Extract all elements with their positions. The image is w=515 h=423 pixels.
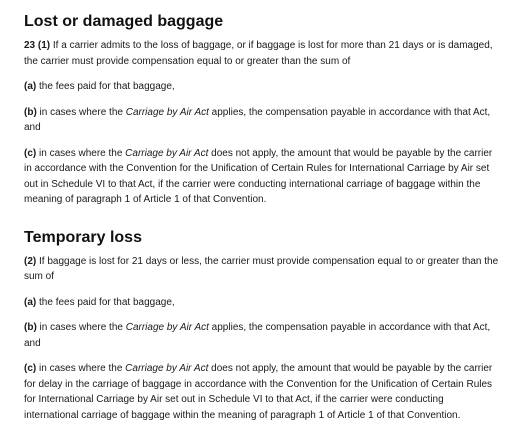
clause-number: (b)	[24, 107, 37, 118]
clause-text: in cases where the	[37, 322, 126, 333]
clause-text: in cases where the	[37, 107, 126, 118]
clause-text: does not apply, the amount that would be payable by the carrier in accordance with the Convention for the Unification of Certain Rules for International Carriage by Air set out in Schedule VI to that Act, if the carrier were conducting international carriage of baggage within the meaning of paragraph 1 of Article 1 of that Convention.	[24, 148, 492, 206]
section-heading: Lost or damaged baggage	[24, 12, 499, 32]
act-name: Carriage by Air Act	[125, 363, 208, 374]
clause-number: (c)	[24, 363, 36, 374]
paragraph-23-1	[24, 38, 499, 69]
paragraph-text: If baggage is lost for 21 days or less, the carrier must provide compensation equal to or greater than the sum of	[24, 256, 498, 283]
section-temporary-loss	[24, 228, 499, 423]
clause-text: applies, the compensation payable in accordance with that Act, and	[24, 322, 490, 349]
paragraph-2	[24, 254, 499, 285]
clause-c	[24, 361, 499, 423]
paragraph-number: 23 (1)	[24, 40, 50, 51]
clause-number: (a)	[24, 297, 36, 308]
clause-b	[24, 320, 499, 351]
clause-number: (a)	[24, 81, 36, 92]
clause-text: in cases where the	[36, 363, 125, 374]
clause-text: in cases where the	[36, 148, 125, 159]
clause-number: (b)	[24, 322, 37, 333]
clause-b	[24, 105, 499, 136]
clause-text: applies, the compensation payable in accordance with that Act, and	[24, 107, 490, 134]
act-name: Carriage by Air Act	[126, 322, 209, 333]
section-heading: Temporary loss	[24, 228, 499, 248]
clause-a	[24, 295, 499, 311]
paragraph-number: (2)	[24, 256, 36, 267]
act-name: Carriage by Air Act	[125, 148, 208, 159]
clause-c	[24, 146, 499, 208]
act-name: Carriage by Air Act	[126, 107, 209, 118]
clause-text: the fees paid for that baggage,	[36, 297, 174, 308]
clause-text: does not apply, the amount that would be payable by the carrier for delay in the carriage of baggage in accordance with the Convention for the Unification of Certain Rules for International Carriage by Air set out in Schedule VI to that Act, if the carrier were conducting international carriage of baggage within the meaning of paragraph 1 of Article 1 of that Convention.	[24, 363, 492, 421]
clause-number: (c)	[24, 148, 36, 159]
clause-text: the fees paid for that baggage,	[36, 81, 174, 92]
paragraph-text: If a carrier admits to the loss of baggage, or if baggage is lost for more than 21 days or is damaged, the carrier must provide compensation equal to or greater than the sum of	[24, 40, 493, 67]
clause-a	[24, 79, 499, 95]
section-lost-or-damaged	[24, 12, 499, 208]
